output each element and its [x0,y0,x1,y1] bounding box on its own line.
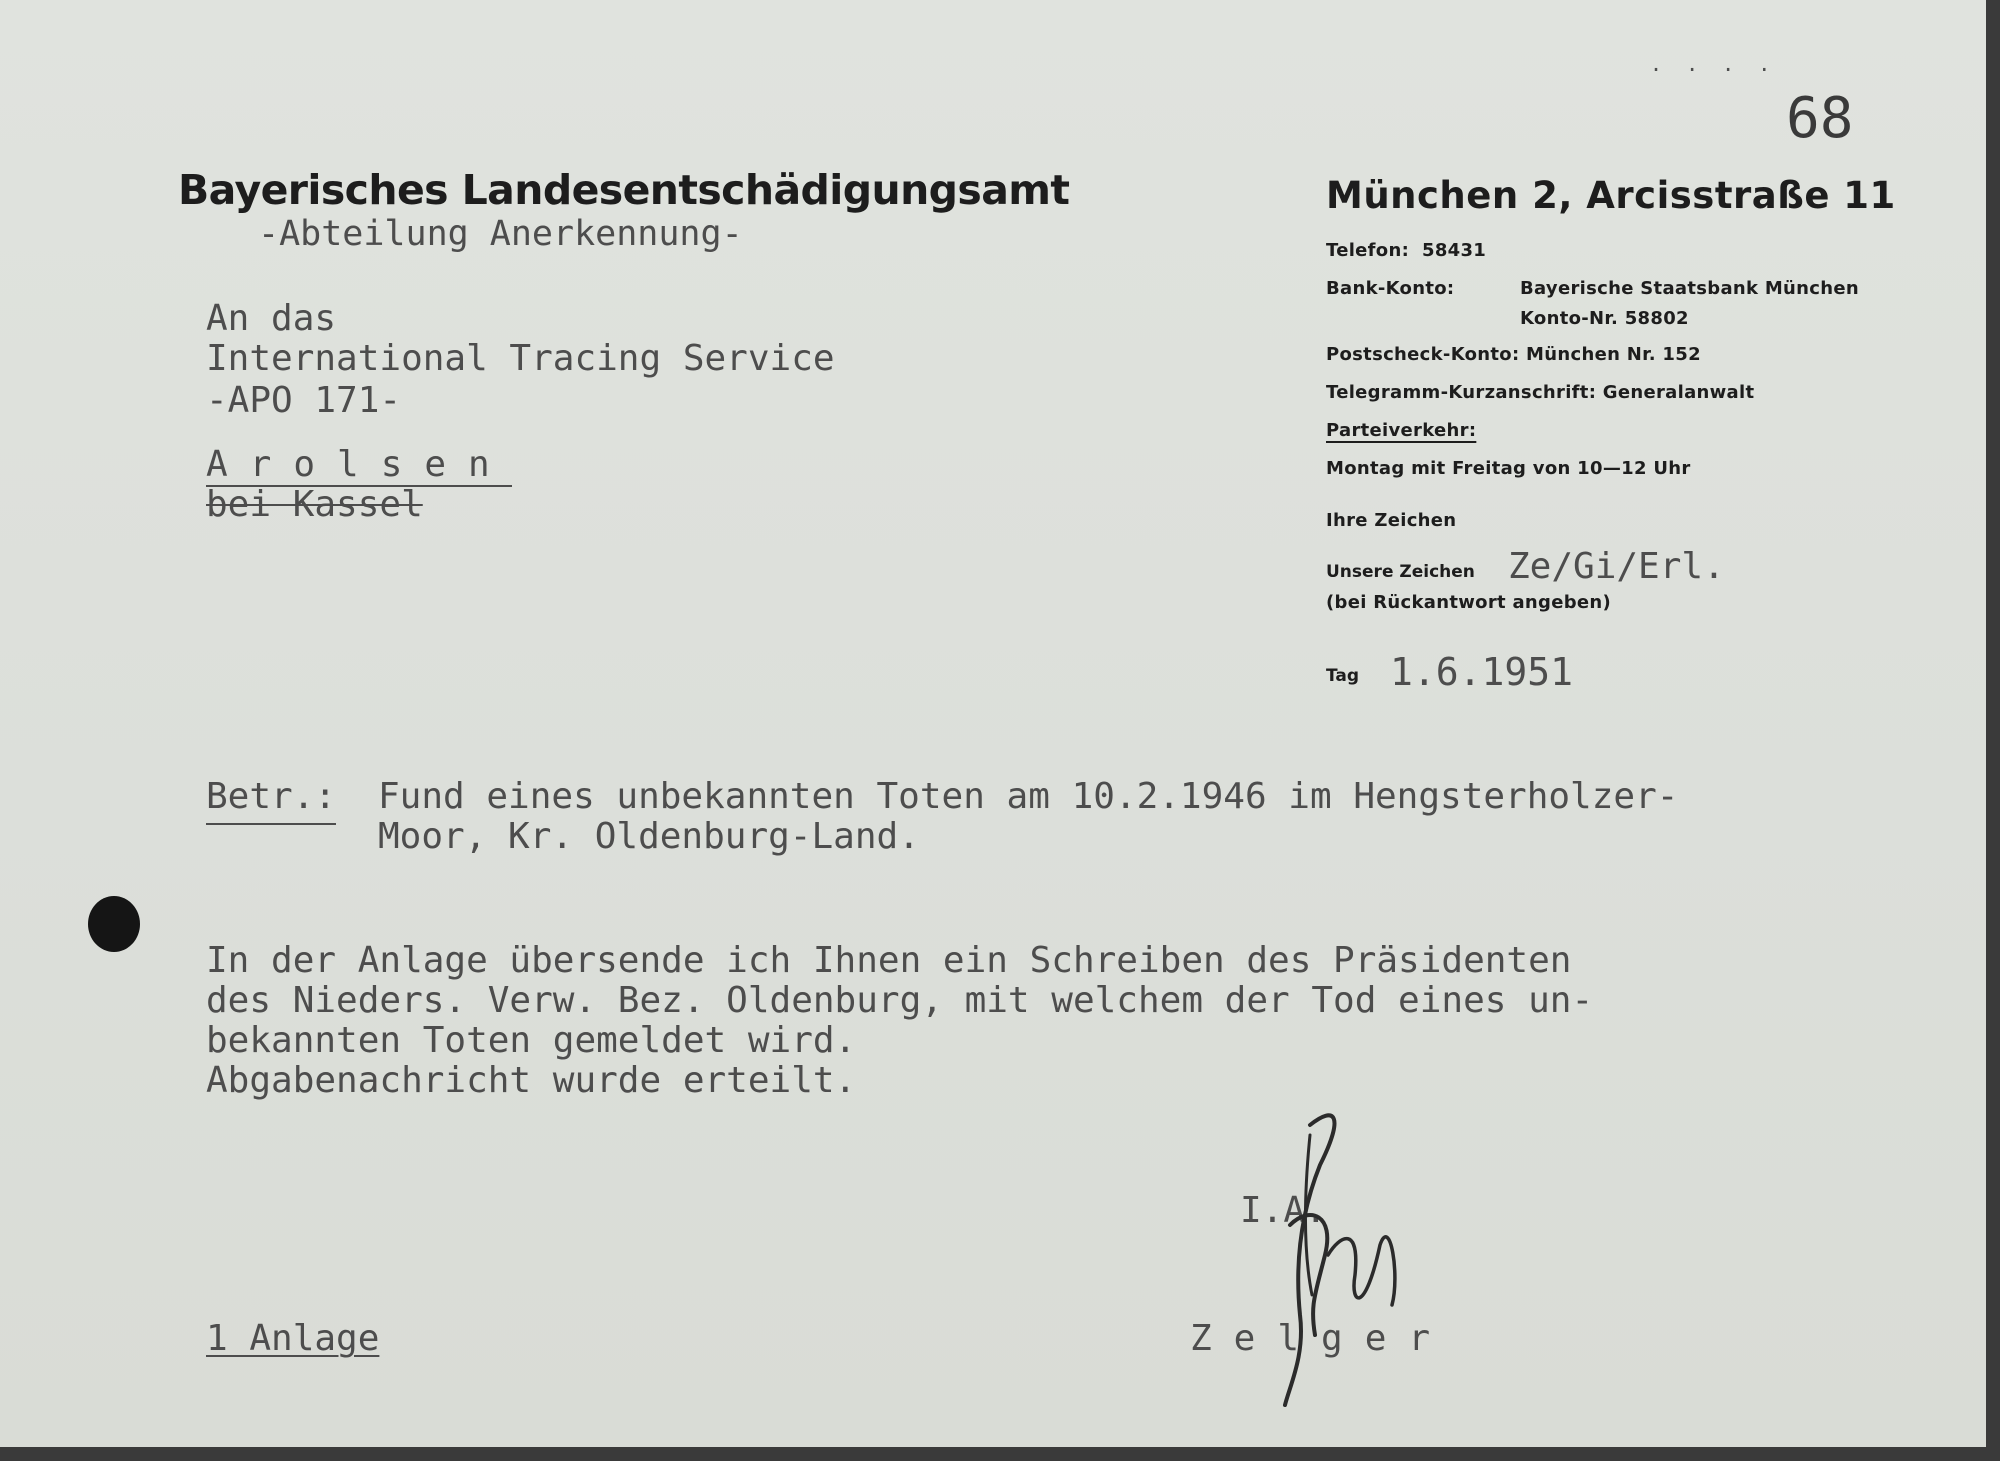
unsere-zeichen-label: Unsere Zeichen [1326,562,1475,582]
tag-label: Tag [1326,666,1360,686]
body-line-1: In der Anlage übersende ich Ihnen ein Schreiben des Präsidenten [206,940,1572,981]
bank-label: Bank-Konto: [1326,278,1455,299]
recipient-city: Arolsen [206,444,512,485]
body-line-4: Abgabenachricht wurde erteilt. [206,1060,857,1101]
telefon-value: 58431 [1422,240,1487,261]
bank-value-1: Bayerische Staatsbank München [1520,278,1859,299]
punch-hole [88,896,140,952]
recipient-city-sub: bei Kassel [206,484,423,525]
page-number: 68 [1786,86,1854,151]
subject-line-2: Moor, Kr. Oldenburg-Land. [378,816,920,857]
subject-label: Betr.: [206,776,336,825]
dots: . . . . [1650,52,1777,76]
telegramm: Telegramm-Kurzanschrift: Generalanwalt [1326,382,1755,403]
recipient-line-2: International Tracing Service [206,338,835,379]
body-line-3: bekannten Toten gemeldet wird. [206,1020,857,1061]
rueckantwort-note: (bei Rückantwort angeben) [1326,592,1612,613]
telefon-label: Telefon: [1326,240,1410,261]
tag-value: 1.6.1951 [1390,650,1574,694]
body-line-2: des Nieders. Verw. Bez. Oldenburg, mit welchem der Tod eines un- [206,980,1594,1021]
recipient-line-3: -APO 171- [206,380,402,421]
parteiverkehr-value: Montag mit Freitag von 10—12 Uhr [1326,458,1691,479]
address-line: München 2, Arcisstraße 11 [1326,174,1896,217]
handwritten-signature [1250,1105,1420,1415]
bank-value-2: Konto-Nr. 58802 [1520,308,1689,329]
ihre-zeichen: Ihre Zeichen [1326,510,1457,531]
postscheck: Postscheck-Konto: München Nr. 152 [1326,344,1701,365]
sender-department: -Abteilung Anerkennung- [258,214,743,254]
sender-name: Bayerisches Landesentschädigungsamt [178,166,1070,214]
enclosure-note: 1 Anlage [206,1318,380,1359]
unsere-zeichen-value: Ze/Gi/Erl. [1508,546,1725,587]
recipient-line-1: An das [206,298,337,339]
parteiverkehr-label: Parteiverkehr: [1326,420,1477,441]
closing-ia: I.A. [1240,1190,1327,1231]
closing-name: Zelger [1190,1318,1453,1359]
subject-line-1: Fund eines unbekannten Toten am 10.2.1946 im Hengsterholzer- [378,776,1679,817]
